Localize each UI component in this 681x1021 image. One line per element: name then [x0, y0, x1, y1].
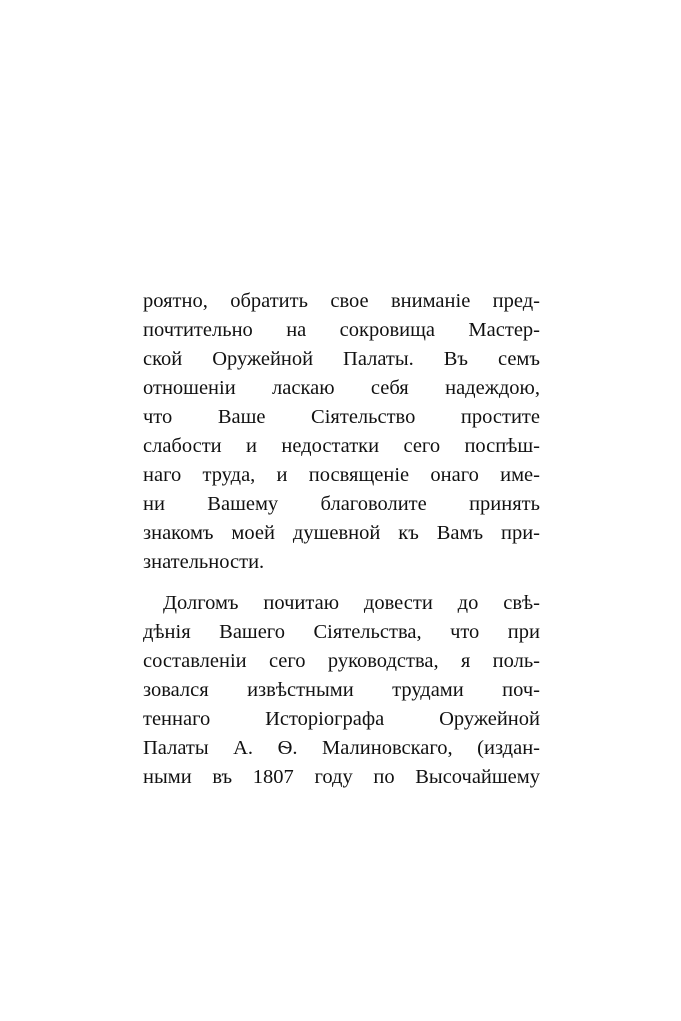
- page-text: [143, 287, 540, 792]
- text-line: ными въ 1807 году по Высочайшему: [143, 766, 540, 788]
- text-line: Палаты А. Ѳ. Малиновскаго, (издан-: [143, 737, 540, 759]
- text-line: зовался извѣстными трудами поч-: [143, 679, 540, 701]
- text-line: ской Оружейной Палаты. Въ семъ: [143, 348, 540, 370]
- text-line: слабости и недостатки сего поспѣш-: [143, 435, 540, 457]
- text-line: ни Вашему благоволите принять: [143, 493, 540, 515]
- paragraph-1: [143, 287, 540, 577]
- text-line: Долгомъ почитаю довести до свѣ-: [163, 592, 540, 614]
- text-line: знательности.: [143, 551, 265, 573]
- text-line: отношеніи ласкаю себя надеждою,: [143, 377, 540, 399]
- text-line: наго труда, и посвященіе онаго име-: [143, 464, 540, 486]
- text-line: почтительно на сокровища Мастер-: [143, 319, 540, 341]
- text-line: составленіи сего руководства, я поль-: [143, 650, 540, 672]
- paragraph-2: [143, 589, 540, 792]
- text-line: дѣнія Вашего Сіятельства, что при: [143, 621, 540, 643]
- text-line: теннаго Исторіографа Оружейной: [143, 708, 540, 730]
- text-line: знакомъ моей душевной къ Вамъ при-: [143, 522, 540, 544]
- paragraph-gap: [143, 577, 540, 589]
- text-line: роятно, обратить свое вниманіе пред-: [143, 290, 540, 312]
- text-line: что Ваше Сіятельство простите: [143, 406, 540, 428]
